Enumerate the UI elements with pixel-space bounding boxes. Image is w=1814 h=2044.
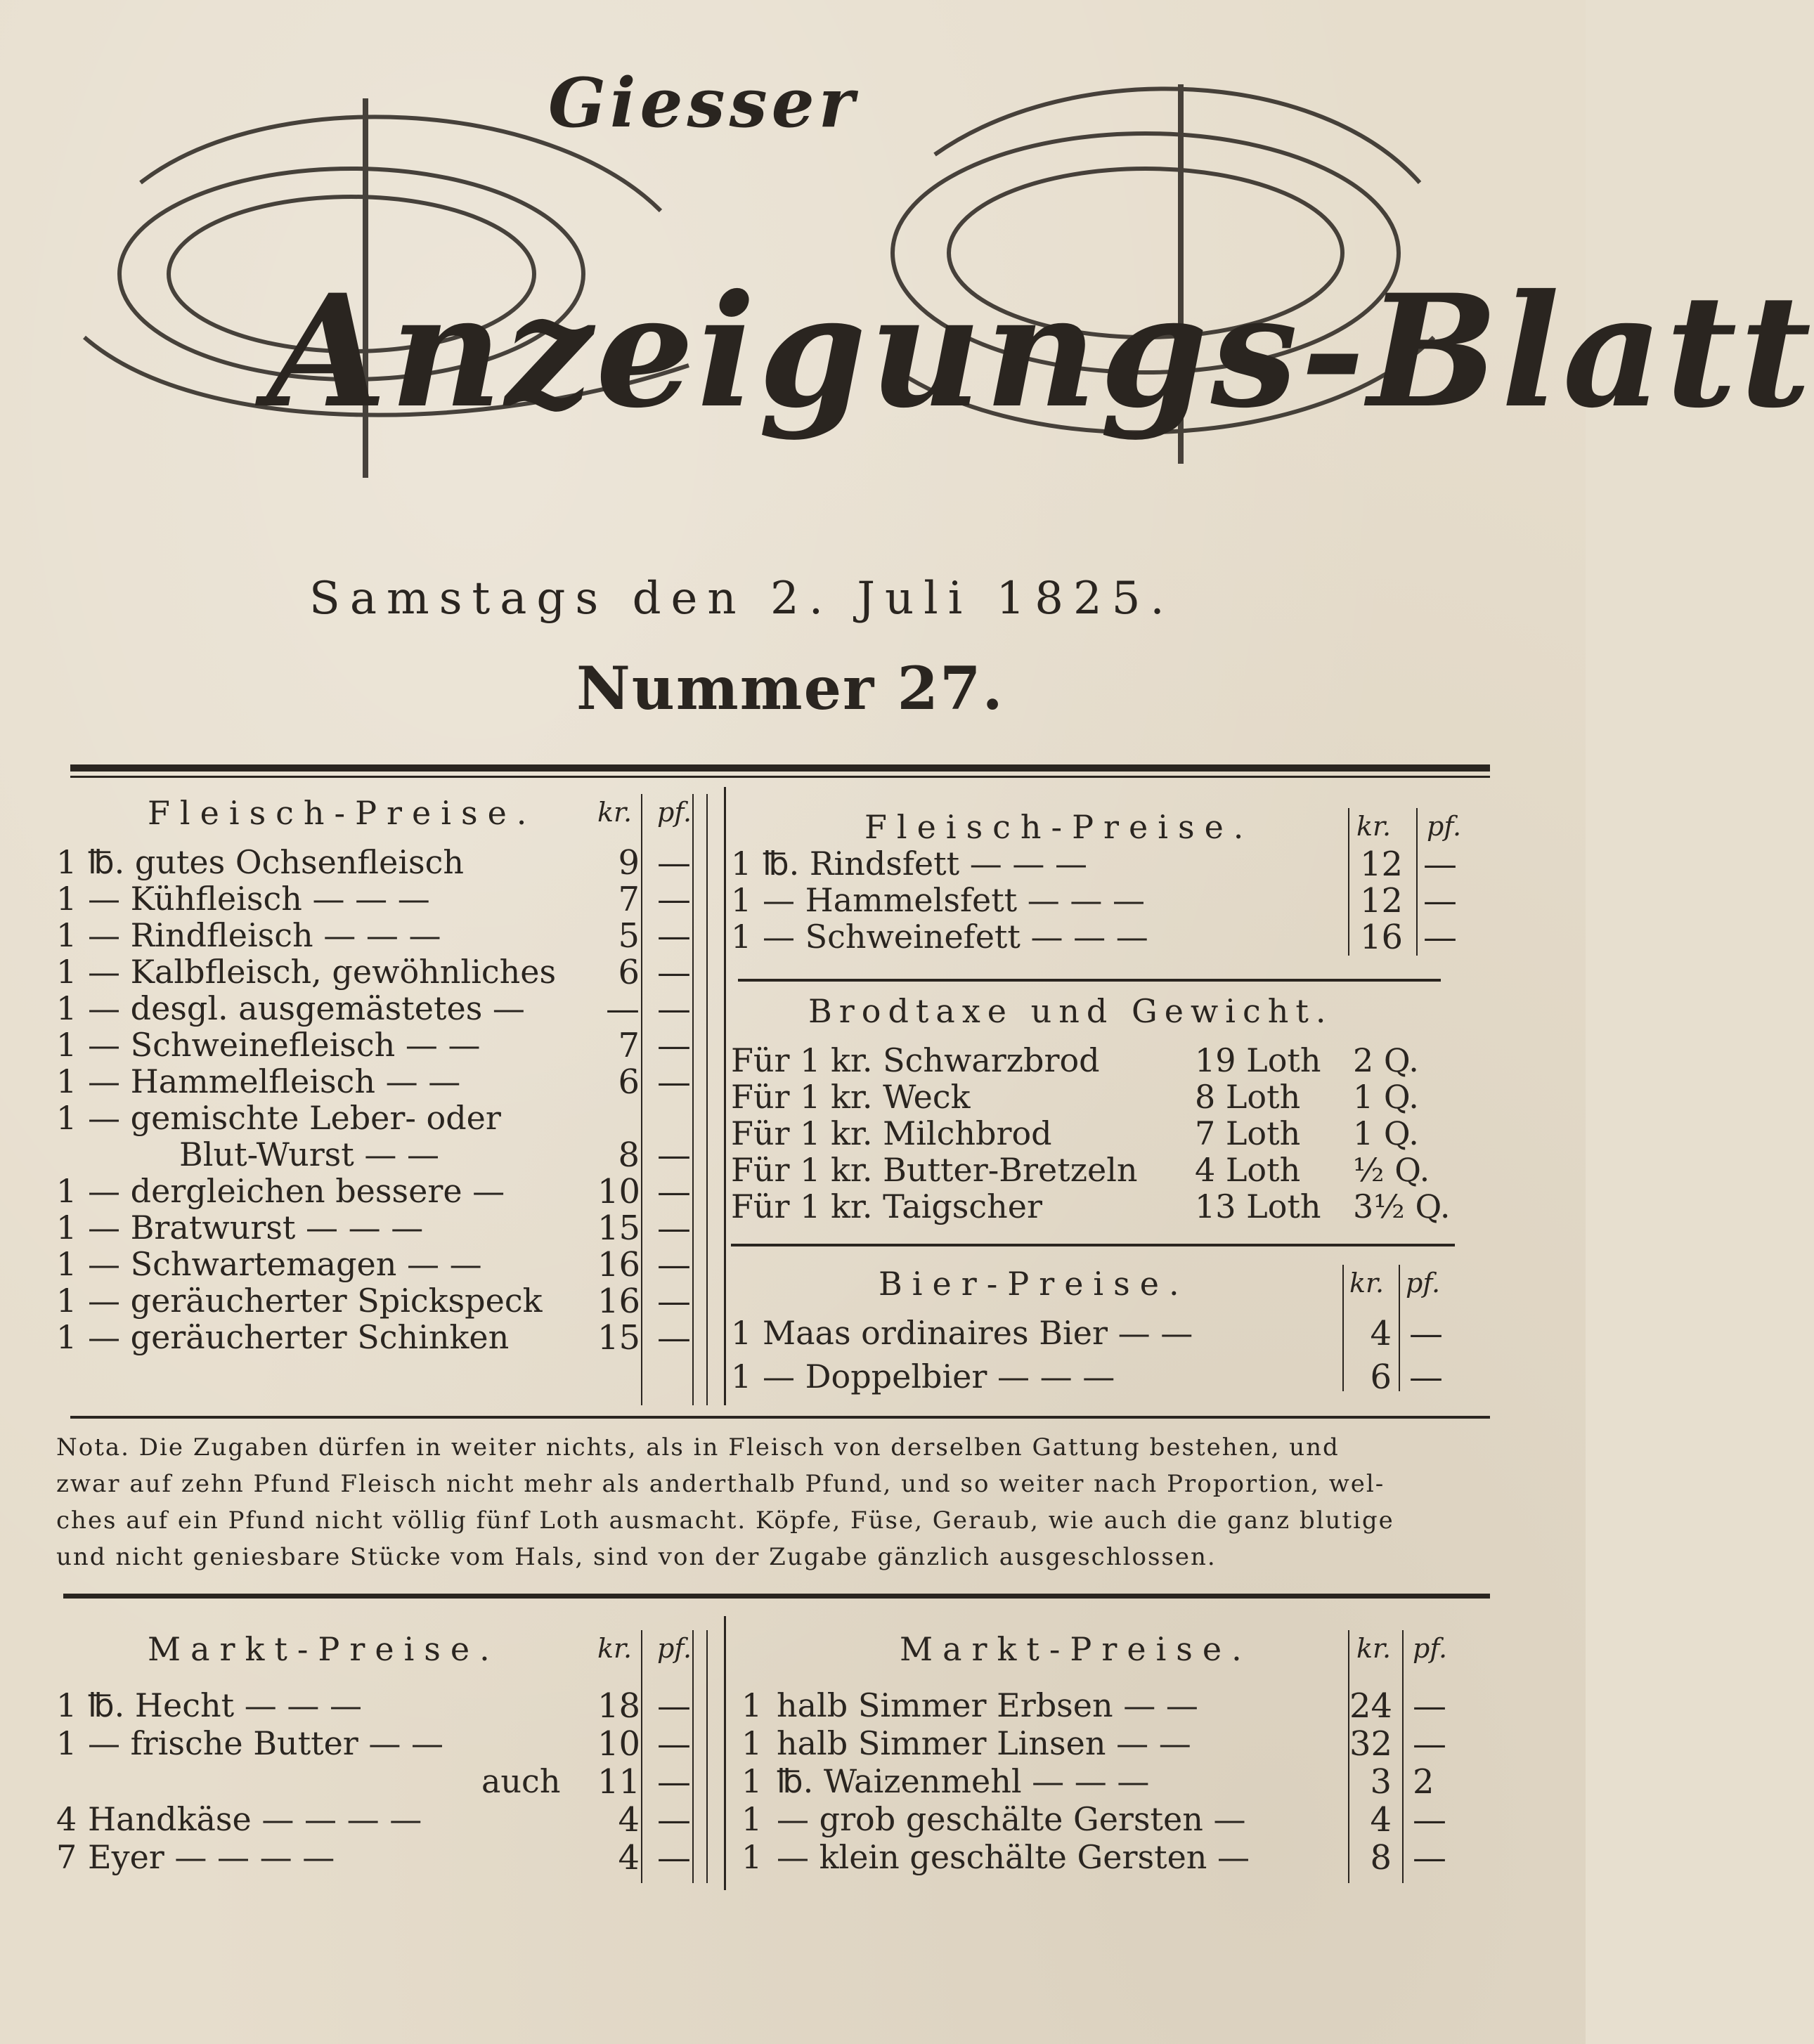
column-rule (1399, 1265, 1400, 1391)
nota-line-1: Nota. Die Zugaben dürfen in weiter nichts, als in Fleisch von derselben Gattung bestehen, und (56, 1433, 1340, 1462)
row-label: — geräucherter Schinken (88, 1318, 510, 1356)
row-pf: — (657, 1172, 691, 1211)
row-qty: 1 (741, 1724, 763, 1762)
row-label: — dergleichen bessere — (88, 1172, 505, 1210)
row-kr: 16 (597, 1282, 641, 1321)
bread-loth: 4 Loth (1195, 1151, 1301, 1189)
bread-label: Für 1 kr. Schwarzbrod (731, 1041, 1100, 1079)
row-label: ℔. Rindsfett — — — (763, 845, 1087, 883)
row-label: — Schwartemagen — — (88, 1245, 482, 1283)
row-pf: — (1413, 1838, 1446, 1877)
column-rule (1402, 1630, 1404, 1883)
row-kr: 6 (618, 1062, 640, 1102)
row-pf: — (657, 1762, 691, 1802)
row-pf: — (657, 880, 691, 919)
row-kr: 5 (618, 916, 640, 956)
row-label: Maas ordinaires Bier — — (763, 1314, 1193, 1352)
row-kr: 11 (597, 1762, 641, 1802)
beer-rule (731, 1244, 1455, 1246)
row-qty: 4 (56, 1800, 77, 1838)
row-label: — grob geschälte Gersten — (777, 1800, 1246, 1838)
row-label: Blut-Wurst — — (179, 1135, 440, 1173)
row-qty: 1 (56, 1062, 77, 1100)
row-label: — Kühfleisch — — — (88, 880, 430, 918)
bread-quentchen: 3½ Q. (1353, 1187, 1451, 1225)
bread-heading: Brodtaxe und Gewicht. (808, 992, 1333, 1030)
bread-label: Für 1 kr. Butter-Bretzeln (731, 1151, 1138, 1189)
row-pf: — (657, 989, 691, 1029)
unit-kr-header: kr. (1356, 1633, 1392, 1664)
issue-number: Nummer 27. (576, 653, 1004, 723)
bread-loth: 8 Loth (1195, 1078, 1301, 1116)
row-pf: 2 (1413, 1762, 1434, 1802)
column-rule (1416, 808, 1418, 956)
row-label: — klein geschälte Gersten — (777, 1838, 1250, 1876)
row-pf: — (1413, 1686, 1446, 1726)
row-qty: 1 (56, 1172, 77, 1210)
unit-kr-header: kr. (1356, 811, 1392, 842)
bread-quentchen: 2 Q. (1353, 1041, 1419, 1079)
row-label: Eyer — — — — (88, 1838, 335, 1876)
bread-label: Für 1 kr. Milchbrod (731, 1114, 1052, 1152)
bread-rule (738, 979, 1441, 982)
row-pf: — (657, 1724, 691, 1764)
row-pf: — (657, 1838, 691, 1877)
bread-loth: 19 Loth (1195, 1041, 1321, 1079)
row-kr: 10 (597, 1172, 641, 1211)
row-pf: — (657, 1026, 691, 1065)
row-kr: 8 (1370, 1838, 1392, 1877)
row-label: — Bratwurst — — — (88, 1209, 424, 1246)
row-qty: 1 (731, 918, 752, 956)
bread-quentchen: ½ Q. (1353, 1151, 1430, 1189)
row-qty: 1 (56, 880, 77, 918)
row-qty: 1 (56, 989, 77, 1027)
top-rule-thin (70, 776, 1490, 778)
bread-loth: 7 Loth (1195, 1114, 1301, 1152)
row-label: ℔. gutes Ochsenfleisch (88, 843, 465, 881)
row-kr: 7 (618, 880, 640, 919)
row-pf: — (1423, 845, 1457, 884)
market-column-divider (724, 1616, 726, 1890)
row-label: — Rindfleisch — — — (88, 916, 441, 954)
row-qty: 1 (56, 953, 77, 991)
row-pf: — (657, 1800, 691, 1840)
row-pf: — (657, 1062, 691, 1102)
nota-line-2: zwar auf zehn Pfund Fleisch nicht mehr als anderthalb Pfund, und so weiter nach Proportion, wel- (56, 1470, 1385, 1498)
row-kr: 4 (1370, 1314, 1392, 1353)
row-pf: — (657, 1209, 691, 1248)
row-kr: 32 (1349, 1724, 1393, 1764)
top-rule (70, 764, 1490, 772)
row-qty: 1 (741, 1838, 763, 1876)
row-kr: 15 (597, 1318, 641, 1358)
row-kr: — (606, 989, 640, 1029)
row-kr: 12 (1360, 845, 1404, 884)
row-qty: 1 (56, 1724, 77, 1762)
row-kr: 16 (1360, 918, 1404, 957)
row-pf: — (1413, 1800, 1446, 1840)
row-pf: — (657, 843, 691, 883)
row-kr: 3 (1370, 1762, 1392, 1802)
unit-pf-header: pf. (657, 1633, 692, 1664)
row-qty: 1 (731, 1314, 752, 1352)
row-kr: 7 (618, 1026, 640, 1065)
row-pf: — (1409, 1358, 1443, 1397)
row-label: — gemischte Leber- oder (88, 1099, 501, 1137)
row-kr: 16 (597, 1245, 641, 1284)
unit-kr-header: kr. (597, 1633, 633, 1664)
row-label: halb Simmer Erbsen — — (777, 1686, 1198, 1724)
row-label: — frische Butter — — (88, 1724, 444, 1762)
unit-pf-header: pf. (657, 797, 692, 828)
nota-line-4: und nicht geniesbare Stücke vom Hals, sind von der Zugabe gänzlich ausgeschlossen. (56, 1543, 1217, 1571)
nota-line-3: ches auf ein Pfund nicht völlig fünf Loth ausmacht. Köpfe, Füse, Geraub, wie auch die ganz blutige (56, 1506, 1394, 1535)
row-label: — Schweinefleisch — — (88, 1026, 481, 1064)
column-rule (641, 1630, 642, 1883)
row-qty: 1 (741, 1800, 763, 1838)
row-label: ℔. Waizenmehl — — — (777, 1762, 1150, 1800)
row-qty: 1 (731, 845, 752, 883)
unit-pf-header: pf. (1406, 1268, 1441, 1298)
row-kr: 4 (618, 1800, 640, 1840)
row-kr: 4 (618, 1838, 640, 1877)
row-label: — Kalbfleisch, gewöhnliches (88, 953, 557, 991)
section-heading: Fleisch-Preise. (864, 808, 1254, 846)
row-pf: — (657, 1318, 691, 1358)
unit-kr-header: kr. (1349, 1268, 1385, 1298)
row-kr: 4 (1370, 1800, 1392, 1840)
bread-label: Für 1 kr. Taigscher (731, 1187, 1042, 1225)
row-label: auch (481, 1762, 561, 1800)
unit-pf-header: pf. (1413, 1633, 1448, 1664)
masthead-title: Anzeigungs-Blatt (267, 260, 1814, 442)
section-heading: Fleisch-Preise. (148, 794, 537, 832)
row-label: Handkäse — — — — (88, 1800, 422, 1838)
row-kr: 24 (1349, 1686, 1393, 1726)
issue-date: Samstags den 2. Juli 1825. (309, 573, 1174, 625)
row-pf: — (657, 1282, 691, 1321)
row-pf: — (657, 1245, 691, 1284)
row-pf: — (657, 953, 691, 992)
unit-pf-header: pf. (1427, 811, 1462, 842)
row-qty: 1 (56, 916, 77, 954)
row-pf: — (657, 916, 691, 956)
row-pf: — (1423, 918, 1457, 957)
column-rule (1348, 808, 1349, 956)
row-kr: 8 (618, 1135, 640, 1175)
row-qty: 1 (731, 1358, 752, 1395)
row-qty: 1 (56, 1099, 77, 1137)
row-qty: 1 (56, 843, 77, 881)
bread-quentchen: 1 Q. (1353, 1078, 1419, 1116)
column-rule (692, 1630, 694, 1883)
row-kr: 12 (1360, 881, 1404, 920)
bread-loth: 13 Loth (1195, 1187, 1321, 1225)
section-heading: Bier-Preise. (879, 1265, 1189, 1303)
row-kr: 10 (597, 1724, 641, 1764)
row-pf: — (657, 1135, 691, 1175)
row-qty: 1 (56, 1209, 77, 1246)
column-rule (706, 1630, 708, 1883)
row-label: — Schweinefett — — — (763, 918, 1148, 956)
row-kr: 9 (618, 843, 640, 883)
bread-quentchen: 1 Q. (1353, 1114, 1419, 1152)
row-label: — Hammelfleisch — — (88, 1062, 461, 1100)
section-heading: Markt-Preise. (900, 1630, 1252, 1668)
column-rule (1342, 1265, 1344, 1391)
row-pf: — (657, 1686, 691, 1726)
row-qty: 1 (741, 1762, 763, 1800)
row-kr: 15 (597, 1209, 641, 1248)
row-qty: 1 (56, 1686, 77, 1724)
row-label: halb Simmer Linsen — — (777, 1724, 1191, 1762)
row-label: — Hammelsfett — — — (763, 881, 1146, 919)
row-pf: — (1413, 1724, 1446, 1764)
row-label: — geräucherter Spickspeck (88, 1282, 543, 1320)
row-kr: 6 (1370, 1358, 1392, 1397)
row-qty: 1 (731, 881, 752, 919)
market-rule (63, 1594, 1490, 1599)
masthead-small-title: Giesser (548, 63, 859, 143)
unit-kr-header: kr. (597, 797, 633, 828)
row-qty: 1 (741, 1686, 763, 1724)
nota-rule (70, 1416, 1490, 1419)
row-label: — Doppelbier — — — (763, 1358, 1115, 1395)
row-kr: 18 (597, 1686, 641, 1726)
column-rule (692, 794, 694, 1405)
column-rule (706, 794, 708, 1405)
row-qty: 1 (56, 1026, 77, 1064)
row-kr: 6 (618, 953, 640, 992)
row-pf: — (1409, 1314, 1443, 1353)
row-label: — desgl. ausgemästetes — (88, 989, 525, 1027)
row-label: ℔. Hecht — — — (88, 1686, 362, 1724)
row-qty: 1 (56, 1245, 77, 1283)
section-heading: Markt-Preise. (148, 1630, 500, 1668)
column-rule (641, 794, 642, 1405)
bread-label: Für 1 kr. Weck (731, 1078, 971, 1116)
row-qty: 1 (56, 1318, 77, 1356)
row-qty: 1 (56, 1282, 77, 1320)
row-pf: — (1423, 881, 1457, 920)
row-qty: 7 (56, 1838, 77, 1876)
column-divider (724, 787, 726, 1405)
